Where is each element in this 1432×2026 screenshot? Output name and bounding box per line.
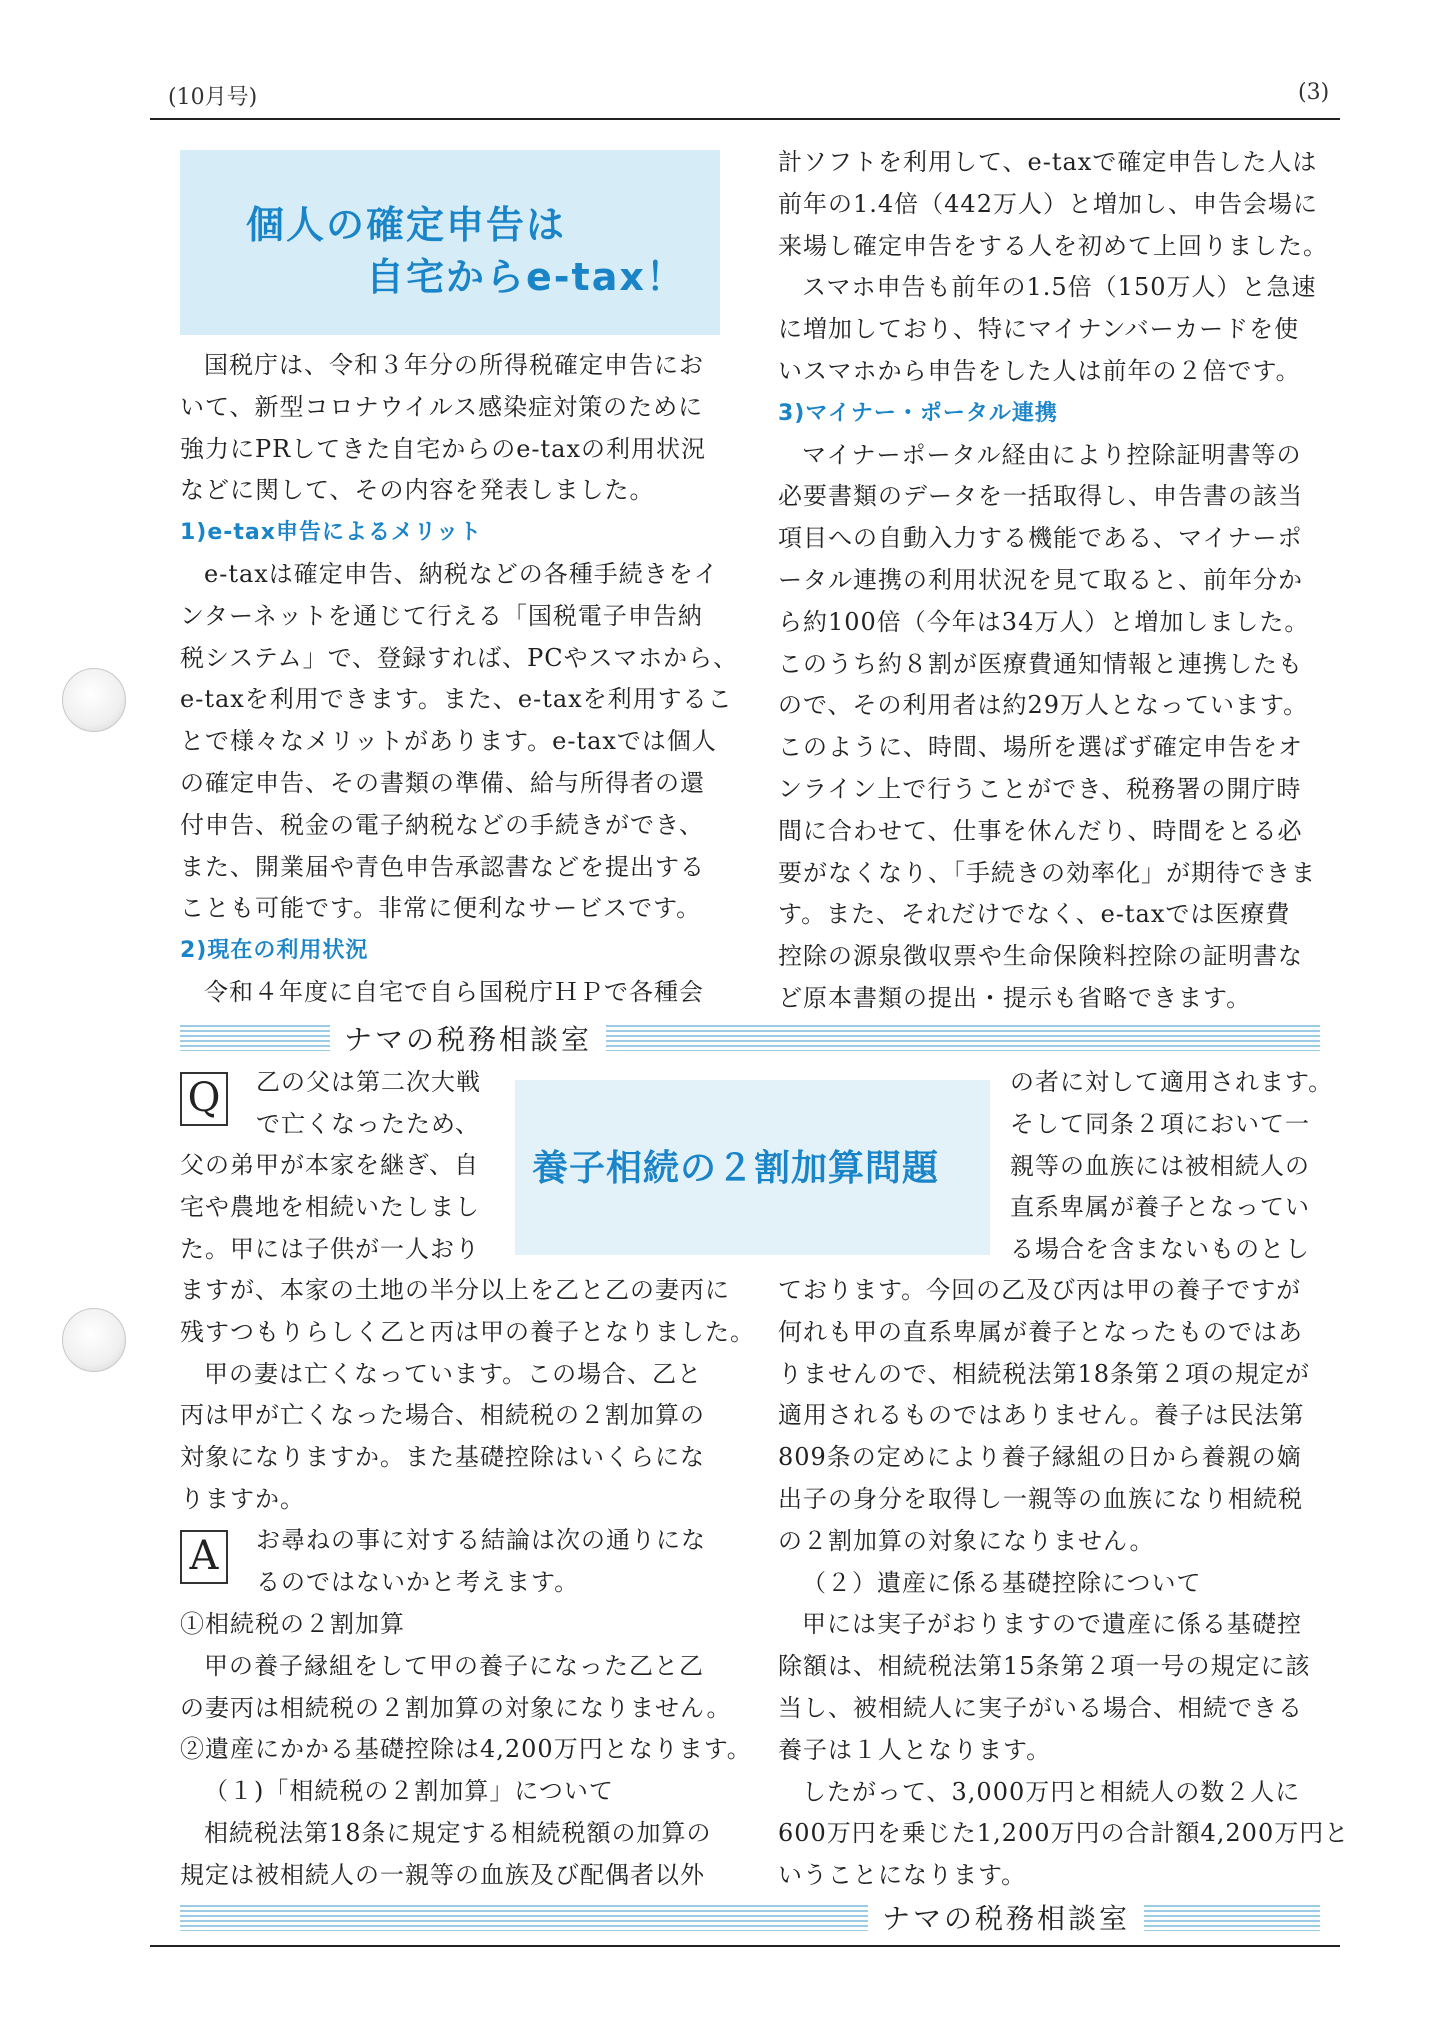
question-intro-mid	[180, 1145, 480, 1270]
question-mark-box: Q	[180, 1072, 228, 1126]
text-line: 必要書類のデータを一括取得し、申告書の該当	[778, 482, 1303, 511]
text-line: （１)「相続税の２割加算」について	[204, 1777, 614, 1806]
text-line: 乙の父は第二次大戦	[256, 1068, 481, 1096]
text-line: ことも可能です。非常に便利なサービスです。	[180, 894, 702, 923]
text-line: 直系卑属が養子となってい	[1010, 1193, 1310, 1222]
text-line: お尋ねの事に対する結論は次の通りにな	[256, 1526, 706, 1554]
page-number: (3)	[1298, 80, 1330, 105]
answer-right-top	[1010, 1062, 1333, 1271]
text-line: 対象になりますか。また基礎控除はいくらにな	[180, 1443, 705, 1472]
text-line: などに関して、その内容を発表しました。	[180, 476, 655, 505]
text-line: 強力にPRしてきた自宅からのe-taxの利用状況	[180, 434, 707, 463]
text-line: 親等の血族には被相続人の	[1010, 1151, 1310, 1180]
article1-right-column	[778, 142, 1338, 1020]
text-line: ので、その利用者は約29万人となっています。	[778, 691, 1309, 720]
text-line: りませんので、相続税法第18条第２項の規定が	[778, 1359, 1311, 1388]
text-line: ②遺産にかかる基礎控除は4,200万円となります。	[180, 1735, 752, 1764]
text-line: 809条の定めにより養子縁組の日から養親の嫡	[778, 1443, 1302, 1472]
text-line: e-taxを利用できます。また、e-taxを利用するこ	[180, 685, 733, 714]
text-line: 控除の源泉徴収票や生命保険料控除の証明書な	[778, 942, 1303, 971]
text-line: 除額は、相続税法第15条第２項一号の規定に該	[778, 1652, 1311, 1681]
text-line: 養子は１人となります。	[778, 1735, 1052, 1764]
text-line: 甲の妻は亡くなっています。この場合、乙と	[204, 1359, 703, 1388]
text-line: また、開業届や青色申告承認書などを提出する	[180, 852, 705, 881]
text-line: 前年の1.4倍（442万人）と増加し、申告会場に	[778, 189, 1318, 218]
subheading: 2)現在の利用状況	[180, 938, 369, 964]
text-line: た。甲には子供が一人おり	[180, 1234, 480, 1263]
text-line: ますが、本家の土地の半分以上を乙と乙の妻丙に	[180, 1276, 730, 1304]
issue-label: (10月号)	[168, 85, 258, 110]
question-body	[180, 1270, 755, 1521]
text-line: ら約100倍（今年は34万人）と増加しました。	[778, 607, 1310, 636]
text-line: 600万円を乗じた1,200万円の合計額4,200万円と	[778, 1819, 1350, 1848]
text-line: したがって、3,000万円と相続人の数２人に	[802, 1777, 1301, 1806]
article1-left-column	[180, 345, 740, 1014]
text-line: ております。今回の乙及び丙は甲の養子ですが	[778, 1276, 1302, 1304]
answer-intro-short	[256, 1520, 706, 1604]
text-line: マイナーポータル経由により控除証明書等の	[802, 440, 1302, 469]
text-line: いて、新型コロナウイルス感染症対策のために	[180, 392, 704, 421]
text-line: る場合を含まないものとし	[1010, 1235, 1310, 1264]
answer-mark-box: A	[180, 1530, 228, 1584]
text-line: ①相続税の２割加算	[180, 1610, 405, 1638]
header-rule	[150, 118, 1340, 120]
text-line: 規定は被相続人の一親等の血族及び配偶者以外	[180, 1860, 705, 1889]
text-line: の確定申告、その書類の準備、給与所得者の還	[180, 768, 705, 797]
section-banner-label: ナマの税務相談室	[330, 1018, 606, 1058]
question-intro-short	[256, 1062, 481, 1146]
text-line: 残すつもりらしく乙と丙は甲の養子となりました。	[180, 1317, 755, 1346]
text-line: の２割加算の対象になりません。	[778, 1526, 1155, 1555]
text-line: 出子の身分を取得し一親等の血族になり相続税	[778, 1484, 1303, 1513]
text-line: ンライン上で行うことができ、税務署の開庁時	[778, 774, 1302, 803]
text-line: e-taxは確定申告、納税などの各種手続きをイ	[204, 559, 719, 588]
text-line: そして同条２項において一	[1010, 1109, 1310, 1138]
text-line: 付申告、税金の電子納税などの手続きができ、	[180, 810, 705, 839]
text-line: 父の弟甲が本家を継ぎ、自	[180, 1151, 480, 1179]
text-line: 税システム」で、登録すれば、PCやスマホから、	[180, 643, 739, 672]
text-line: ータル連携の利用状況を見て取ると、前年分か	[778, 565, 1303, 594]
text-line: 来場し確定申告をする人を初めて上回りました。	[778, 231, 1328, 260]
answer-body-left	[180, 1604, 752, 1897]
text-line: 当し、被相続人に実子がいる場合、相続できる	[778, 1693, 1303, 1722]
text-line: いうことになります。	[778, 1861, 1027, 1890]
binder-hole	[62, 668, 126, 732]
text-line: 丙は甲が亡くなった場合、相続税の２割加算の	[180, 1401, 705, 1430]
subheading: 1)e-tax申告によるメリット	[180, 520, 483, 546]
text-line: 令和４年度に自宅で自ら国税庁ＨＰで各種会	[204, 977, 704, 1006]
footer-banner-label: ナマの税務相談室	[868, 1897, 1144, 1937]
text-line: 甲には実子がおりますので遺産に係る基礎控	[802, 1610, 1302, 1639]
text-line: るのではないかと考えます。	[256, 1567, 580, 1596]
text-line: の者に対して適用されます。	[1010, 1068, 1334, 1096]
text-line: （２）遺産に係る基礎控除について	[802, 1568, 1202, 1597]
text-line: このうち約８割が医療費通知情報と連携したも	[778, 649, 1303, 678]
text-line: に増加しており、特にマイナンバーカードを使	[778, 315, 1300, 344]
text-line: 甲の養子縁組をして甲の養子になった乙と乙	[204, 1651, 704, 1680]
article1-title-line2: 自宅からe-tax！	[366, 255, 686, 299]
text-line: 適用されるものではありません。養子は民法第	[778, 1401, 1305, 1430]
article1-title-line1: 個人の確定申告は	[246, 203, 567, 247]
text-line: ンターネットを通じて行える「国税電子申告納	[180, 601, 703, 630]
text-line: 要がなくなり、「手続きの効率化」が期待できま	[778, 858, 1316, 887]
answer-body-right	[778, 1270, 1350, 1897]
text-line: 間に合わせて、仕事を休んだり、時間をとる必	[778, 816, 1303, 845]
footer-rule	[150, 1945, 1340, 1947]
text-line: 宅や農地を相続いたしまし	[180, 1192, 480, 1221]
article2-title: 養子相続の２割加算問題	[532, 1148, 940, 1189]
subheading: 3)マイナー・ポータル連携	[778, 400, 1058, 426]
text-line: す。また、それだけでなく、e-taxでは医療費	[778, 900, 1291, 929]
binder-hole	[62, 1308, 126, 1372]
text-line: 項目への自動入力する機能である、マイナーポ	[778, 524, 1303, 553]
text-line: このように、時間、場所を選ばず確定申告をオ	[778, 733, 1303, 762]
text-line: 相続税法第18条に規定する相続税額の加算の	[204, 1818, 712, 1847]
text-line: 計ソフトを利用して、e-taxで確定申告した人は	[778, 148, 1318, 176]
text-line: とで様々なメリットがあります。e-taxでは個人	[180, 727, 717, 756]
text-line: 何れも甲の直系卑属が養子となったものではあ	[778, 1317, 1303, 1346]
text-line: 国税庁は、令和３年分の所得税確定申告にお	[204, 351, 704, 379]
text-line: スマホ申告も前年の1.5倍（150万人）と急速	[802, 273, 1317, 302]
text-line: の妻丙は相続税の２割加算の対象になりません。	[180, 1693, 732, 1722]
text-line: いスマホから申告をした人は前年の２倍です。	[778, 356, 1301, 385]
text-line: で亡くなったため、	[256, 1109, 481, 1138]
text-line: ど原本書類の提出・提示も省略できます。	[778, 983, 1252, 1012]
text-line: りますか。	[180, 1484, 305, 1513]
footer-banner	[180, 1905, 1320, 1931]
